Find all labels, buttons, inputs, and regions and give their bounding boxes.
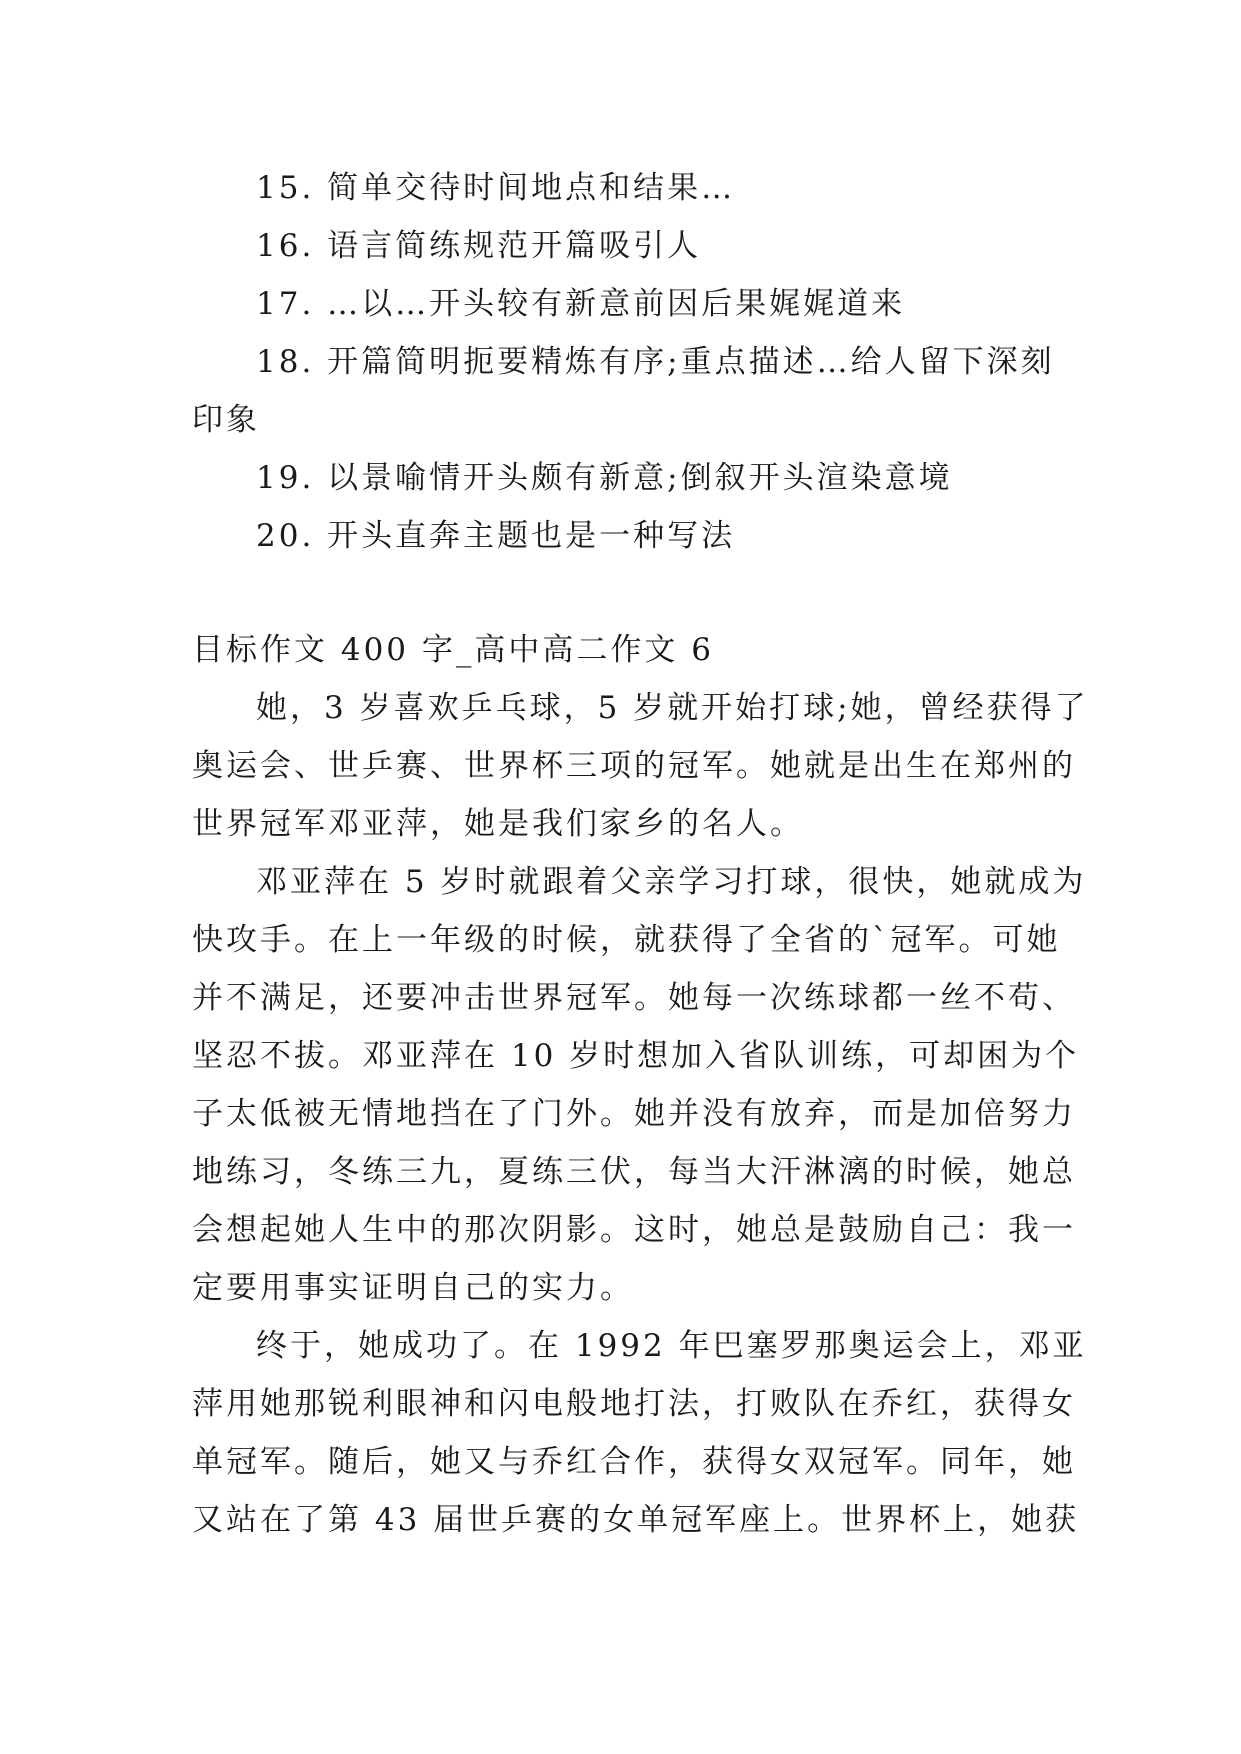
paragraph-line: 邓亚萍在 5 岁时就跟着父亲学习打球，很快，她就成为 xyxy=(256,864,1087,900)
list-number: 18. xyxy=(256,344,315,380)
list-item-16 xyxy=(256,226,701,266)
paragraph-line: 并不满足，还要冲击世界冠军。她每一次练球都一丝不苟、 xyxy=(192,980,1076,1016)
list-number: 15. xyxy=(256,170,315,206)
paragraph-line: 会想起她人生中的那次阴影。这时，她总是鼓励自己：我一 xyxy=(192,1212,1076,1248)
paragraph-line: 单冠军。随后，她又与乔红合作，获得女双冠军。同年，她 xyxy=(192,1444,1076,1480)
list-item-18-continuation: 印象 xyxy=(192,402,260,438)
list-number: 19. xyxy=(256,460,315,496)
paragraph-line: 世界冠军邓亚萍，她是我们家乡的名人。 xyxy=(192,806,804,842)
paragraph-line: 终于，她成功了。在 1992 年巴塞罗那奥运会上，邓亚 xyxy=(256,1328,1087,1364)
list-text: 开头直奔主题也是一种写法 xyxy=(327,518,736,554)
paragraph-line: 子太低被无情地挡在了门外。她并没有放弃，而是加倍努力 xyxy=(192,1096,1076,1132)
paragraph-line: 她，3 岁喜欢乒乓球，5 岁就开始打球;她，曾经获得了 xyxy=(256,690,1089,726)
paragraph-line: 又站在了第 43 届世乒赛的女单冠军座上。世界杯上，她获 xyxy=(192,1502,1080,1538)
list-item-15 xyxy=(256,168,735,208)
list-number: 17. xyxy=(256,286,315,322)
paragraph-line: 定要用事实证明自己的实力。 xyxy=(192,1270,634,1306)
list-text: 以景喻情开头颇有新意;倒叙开头渲染意境 xyxy=(327,460,953,496)
paragraph-line: 地练习，冬练三九，夏练三伏，每当大汗淋漓的时候，她总 xyxy=(192,1154,1076,1190)
list-text: …以…开头较有新意前因后果娓娓道来 xyxy=(327,286,906,322)
paragraph-line: 萍用她那锐利眼神和闪电般地打法，打败队在乔红，获得女 xyxy=(192,1386,1076,1422)
paragraph-line: 奥运会、世乒赛、世界杯三项的冠军。她就是出生在郑州的 xyxy=(192,748,1076,784)
list-text: 开篇简明扼要精炼有序;重点描述…给人留下深刻 xyxy=(327,344,1055,380)
list-item-17 xyxy=(256,284,905,324)
list-number: 16. xyxy=(256,228,315,264)
list-text: 简单交待时间地点和结果… xyxy=(327,170,736,206)
list-item-20 xyxy=(256,516,735,556)
list-item-18 xyxy=(256,342,1055,382)
list-text: 语言简练规范开篇吸引人 xyxy=(327,228,702,264)
list-number: 20. xyxy=(256,518,315,554)
essay-title: 目标作文 400 字_高中高二作文 6 xyxy=(192,632,714,668)
paragraph-line: 坚忍不拔。邓亚萍在 10 岁时想加入省队训练，可却困为个 xyxy=(192,1038,1080,1074)
paragraph-line: 快攻手。在上一年级的时候，就获得了全省的`冠军。可她 xyxy=(192,922,1061,958)
list-item-19 xyxy=(256,458,953,498)
